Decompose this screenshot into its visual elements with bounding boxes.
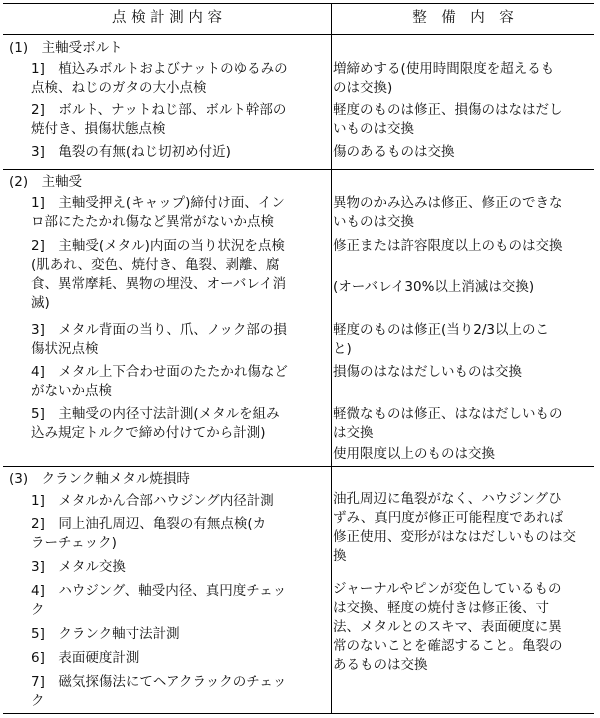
check-line: 4] メタル上下合わせ面のたたかれ傷など	[31, 364, 288, 380]
check-line: 2] 主軸受(メタル)内面の当り状況を点検	[31, 238, 285, 254]
check-line: 5] クランク軸寸法計測	[31, 626, 180, 642]
check-line: 滅)	[31, 295, 50, 311]
maintenance-line: は交換、軽度の焼付きは修正後、寸	[333, 600, 549, 616]
maintenance-line: いものは交換	[333, 214, 414, 230]
maintenance-line: 軽微なものは修正、はなはだしいもの	[333, 406, 563, 422]
section-title: (1) 主軸受ボルト	[9, 40, 123, 56]
check-line: 3] 亀裂の有無(ねじ切初め付近)	[31, 144, 231, 160]
maintenance-line: 法、メタルとのスキマ、表面硬度に異	[333, 619, 562, 635]
section-title: (2) 主軸受	[9, 174, 83, 190]
check-line: ロ部にたたかれ傷など異常がないか点検	[31, 214, 274, 230]
check-line: 2] ボルト、ナットねじ部、ボルト幹部の	[31, 102, 287, 118]
maintenance-line: と)	[333, 341, 352, 357]
maintenance-line: 異物のかみ込みは修正、修正のできな	[333, 195, 563, 211]
maintenance-line: 軽度のものは修正、損傷のはなはだし	[333, 102, 563, 118]
check-line: ク	[31, 693, 45, 709]
check-line: 1] 主軸受押え(キャップ)締付け面、イン	[31, 195, 285, 211]
check-line: 7] 磁気探傷法にてヘアクラックのチェッ	[31, 674, 287, 690]
check-line: ラーチェック)	[31, 535, 117, 551]
column-header-check: 点 検 計 測 内 容	[111, 10, 223, 26]
maintenance-line: (オーバレイ30%以上消滅は交換)	[333, 279, 535, 295]
check-line: 4] ハウジング、軸受内径、真円度チェッ	[31, 583, 287, 599]
check-line: 点検、ねじのガタの大小点検	[31, 80, 207, 96]
maintenance-line: のは交換)	[333, 80, 393, 96]
check-line: ク	[31, 602, 45, 618]
maintenance-line: 油孔周辺に亀裂がなく、ハウジングひ	[333, 491, 562, 507]
maintenance-line: 損傷のはなはだしいものは交換	[333, 364, 522, 380]
check-line: 傷状況点検	[31, 341, 99, 357]
maintenance-line: は交換	[333, 425, 374, 441]
check-line: 焼付き、損傷状態点検	[31, 121, 166, 137]
inspection-table	[3, 3, 594, 714]
check-line: 1] メタルかん合部ハウジング内径計測	[31, 493, 274, 509]
maintenance-line: 使用限度以上のものは交換	[333, 446, 495, 462]
maintenance-line: 傷のあるものは交換	[333, 144, 455, 160]
maintenance-line: 増締めする(使用時間限度を超えるも	[333, 61, 555, 77]
section-title: (3) クランク軸メタル焼損時	[9, 471, 190, 487]
column-divider	[331, 3, 332, 714]
maintenance-line: 換	[333, 548, 347, 564]
table-border-bottom	[3, 713, 594, 714]
check-line: 2] 同上油孔周辺、亀裂の有無点検(カ	[31, 516, 267, 532]
check-line: 食、異常摩耗、異物の埋没、オーバレイ消	[31, 276, 287, 292]
check-line: 1] 植込みボルトおよびナットのゆるみの	[31, 61, 288, 77]
column-header-maintenance: 整 備 内 容	[412, 10, 514, 26]
maintenance-line: あるものは交換	[333, 657, 428, 673]
maintenance-line: いものは交換	[333, 121, 414, 137]
maintenance-line: 修正または許容限度以上のものは交換	[333, 238, 563, 254]
section-divider	[3, 169, 594, 170]
maintenance-line: 軽度のものは修正(当り2/3以上のこ	[333, 322, 549, 338]
check-line: 込み規定トルクで締め付けてから計測)	[31, 425, 266, 441]
check-line: がないか点検	[31, 383, 112, 399]
check-line: (肌あれ、変色、焼付き、亀裂、剥離、腐	[31, 257, 280, 273]
section-divider	[3, 466, 594, 467]
check-line: 5] 主軸受の内径寸法計測(メタルを組み	[31, 406, 280, 422]
maintenance-line: ずみ、真円度が修正可能程度であれば	[333, 510, 564, 526]
header-divider	[3, 34, 594, 35]
check-line: 3] メタル交換	[31, 559, 126, 575]
check-line: 6] 表面硬度計測	[31, 650, 140, 666]
maintenance-line: 常のないことを確認すること。亀裂の	[333, 638, 563, 654]
maintenance-line: 修正使用、変形がはなはだしいものは交	[333, 529, 576, 545]
check-line: 3] メタル背面の当り、爪、ノック部の損	[31, 322, 287, 338]
maintenance-line: ジャーナルやピンが変色しているもの	[333, 581, 562, 597]
